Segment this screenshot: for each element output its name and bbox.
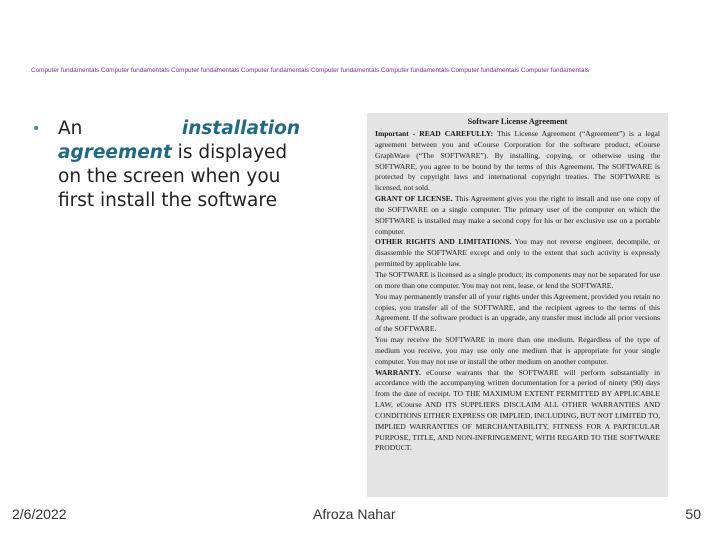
page-number: 50 [685, 506, 701, 522]
bullet-word-installation: installation [181, 118, 300, 139]
footer-date: 2/6/2022 [12, 506, 67, 522]
footer-author: Afroza Nahar [313, 506, 396, 522]
bullet-point [32, 117, 300, 213]
bullet-line4: first install the software [58, 190, 277, 211]
license-body [375, 129, 660, 454]
license-paragraph: GRANT OF LICENSE. This Agreement gives you the right to install and use one copy of the SOFTWARE on a single computer. The primary user of the computer on which the SOFTWARE is installed may make a second copy for his or her exclusive use on a portable computer. [375, 194, 660, 236]
license-paragraph: Important - READ CAREFULLY: This License Agreement (“Agreement”) is a legal agreement between you and eCourse Corporation for the software product, eCourse GraphWare (“The SOFTWARE”). By installing, copying, or otherwise using the SOFTWARE, you agree to be bound by the terms of this Agreement. The SOFTWARE is protected by copyright laws and international copyright treaties. The SOFTWARE is licensed, not sold. [375, 129, 660, 193]
license-paragraph: WARRANTY. eCourse warrants that the SOFTWARE will perform substantially in accordance with the accompanying written documentation for a period of ninety (90) days from the date of receipt. TO THE MAXIMUM EXTENT PERMITTED BY APPLICABLE LAW, eCourse AND ITS SUPPLIERS DISCLAIM ALL OTHER WARRANTIES AND CONDITIONS EITHER EXPRESS OR IMPLIED, INCLUDING, BUT NOT LIMITED TO, IMPLIED WARRANTIES OF MERCHANTABILITY, FITNESS FOR A PARTICULAR PURPOSE, TITLE, AND NON-INFRINGEMENT, WITH REGARD TO THE SOFTWARE PRODUCT. [375, 367, 660, 453]
license-title: Software License Agreement [467, 117, 568, 126]
bullet-text [58, 117, 300, 213]
header-strip: Computer fundamentals Computer fundamentals Computer fundamentals Computer fundamentals Computer fundamentals Computer fundamentals Computer fundamentals Computer fundamentals [31, 67, 590, 74]
bullet-word-an: An [58, 118, 83, 139]
license-agreement-image [367, 113, 668, 497]
license-paragraph: OTHER RIGHTS AND LIMITATIONS. You may not reverse engineer, decompile, or disassemble the SOFTWARE except and only to the extent that such activity is expressly permitted by applicable law. [375, 237, 660, 269]
license-paragraph: The SOFTWARE is licensed as a single product; its components may not be separated for use on more than one computer. You may not rent, lease, or lend the SOFTWARE. [375, 269, 660, 290]
bullet-word-agreement: agreement [58, 142, 172, 163]
bullet-marker: • [32, 121, 41, 137]
bullet-line2-rest: is displayed [171, 142, 288, 163]
bullet-line3: on the screen when you [58, 166, 281, 187]
license-paragraph: You may receive the SOFTWARE in more than one medium. Regardless of the type of medium you receive, you may use only one medium that is appropriate for your single computer. You may not use or install the other medium on another computer. [375, 335, 660, 366]
license-paragraph: You may permanently transfer all of your rights under this Agreement, provided you retain no copies, you transfer all of the SOFTWARE, and the recipient agrees to the terms of this Agreement. If the software product is an upgrade, any transfer must include all prior versions of the SOFTWARE. [375, 291, 660, 334]
